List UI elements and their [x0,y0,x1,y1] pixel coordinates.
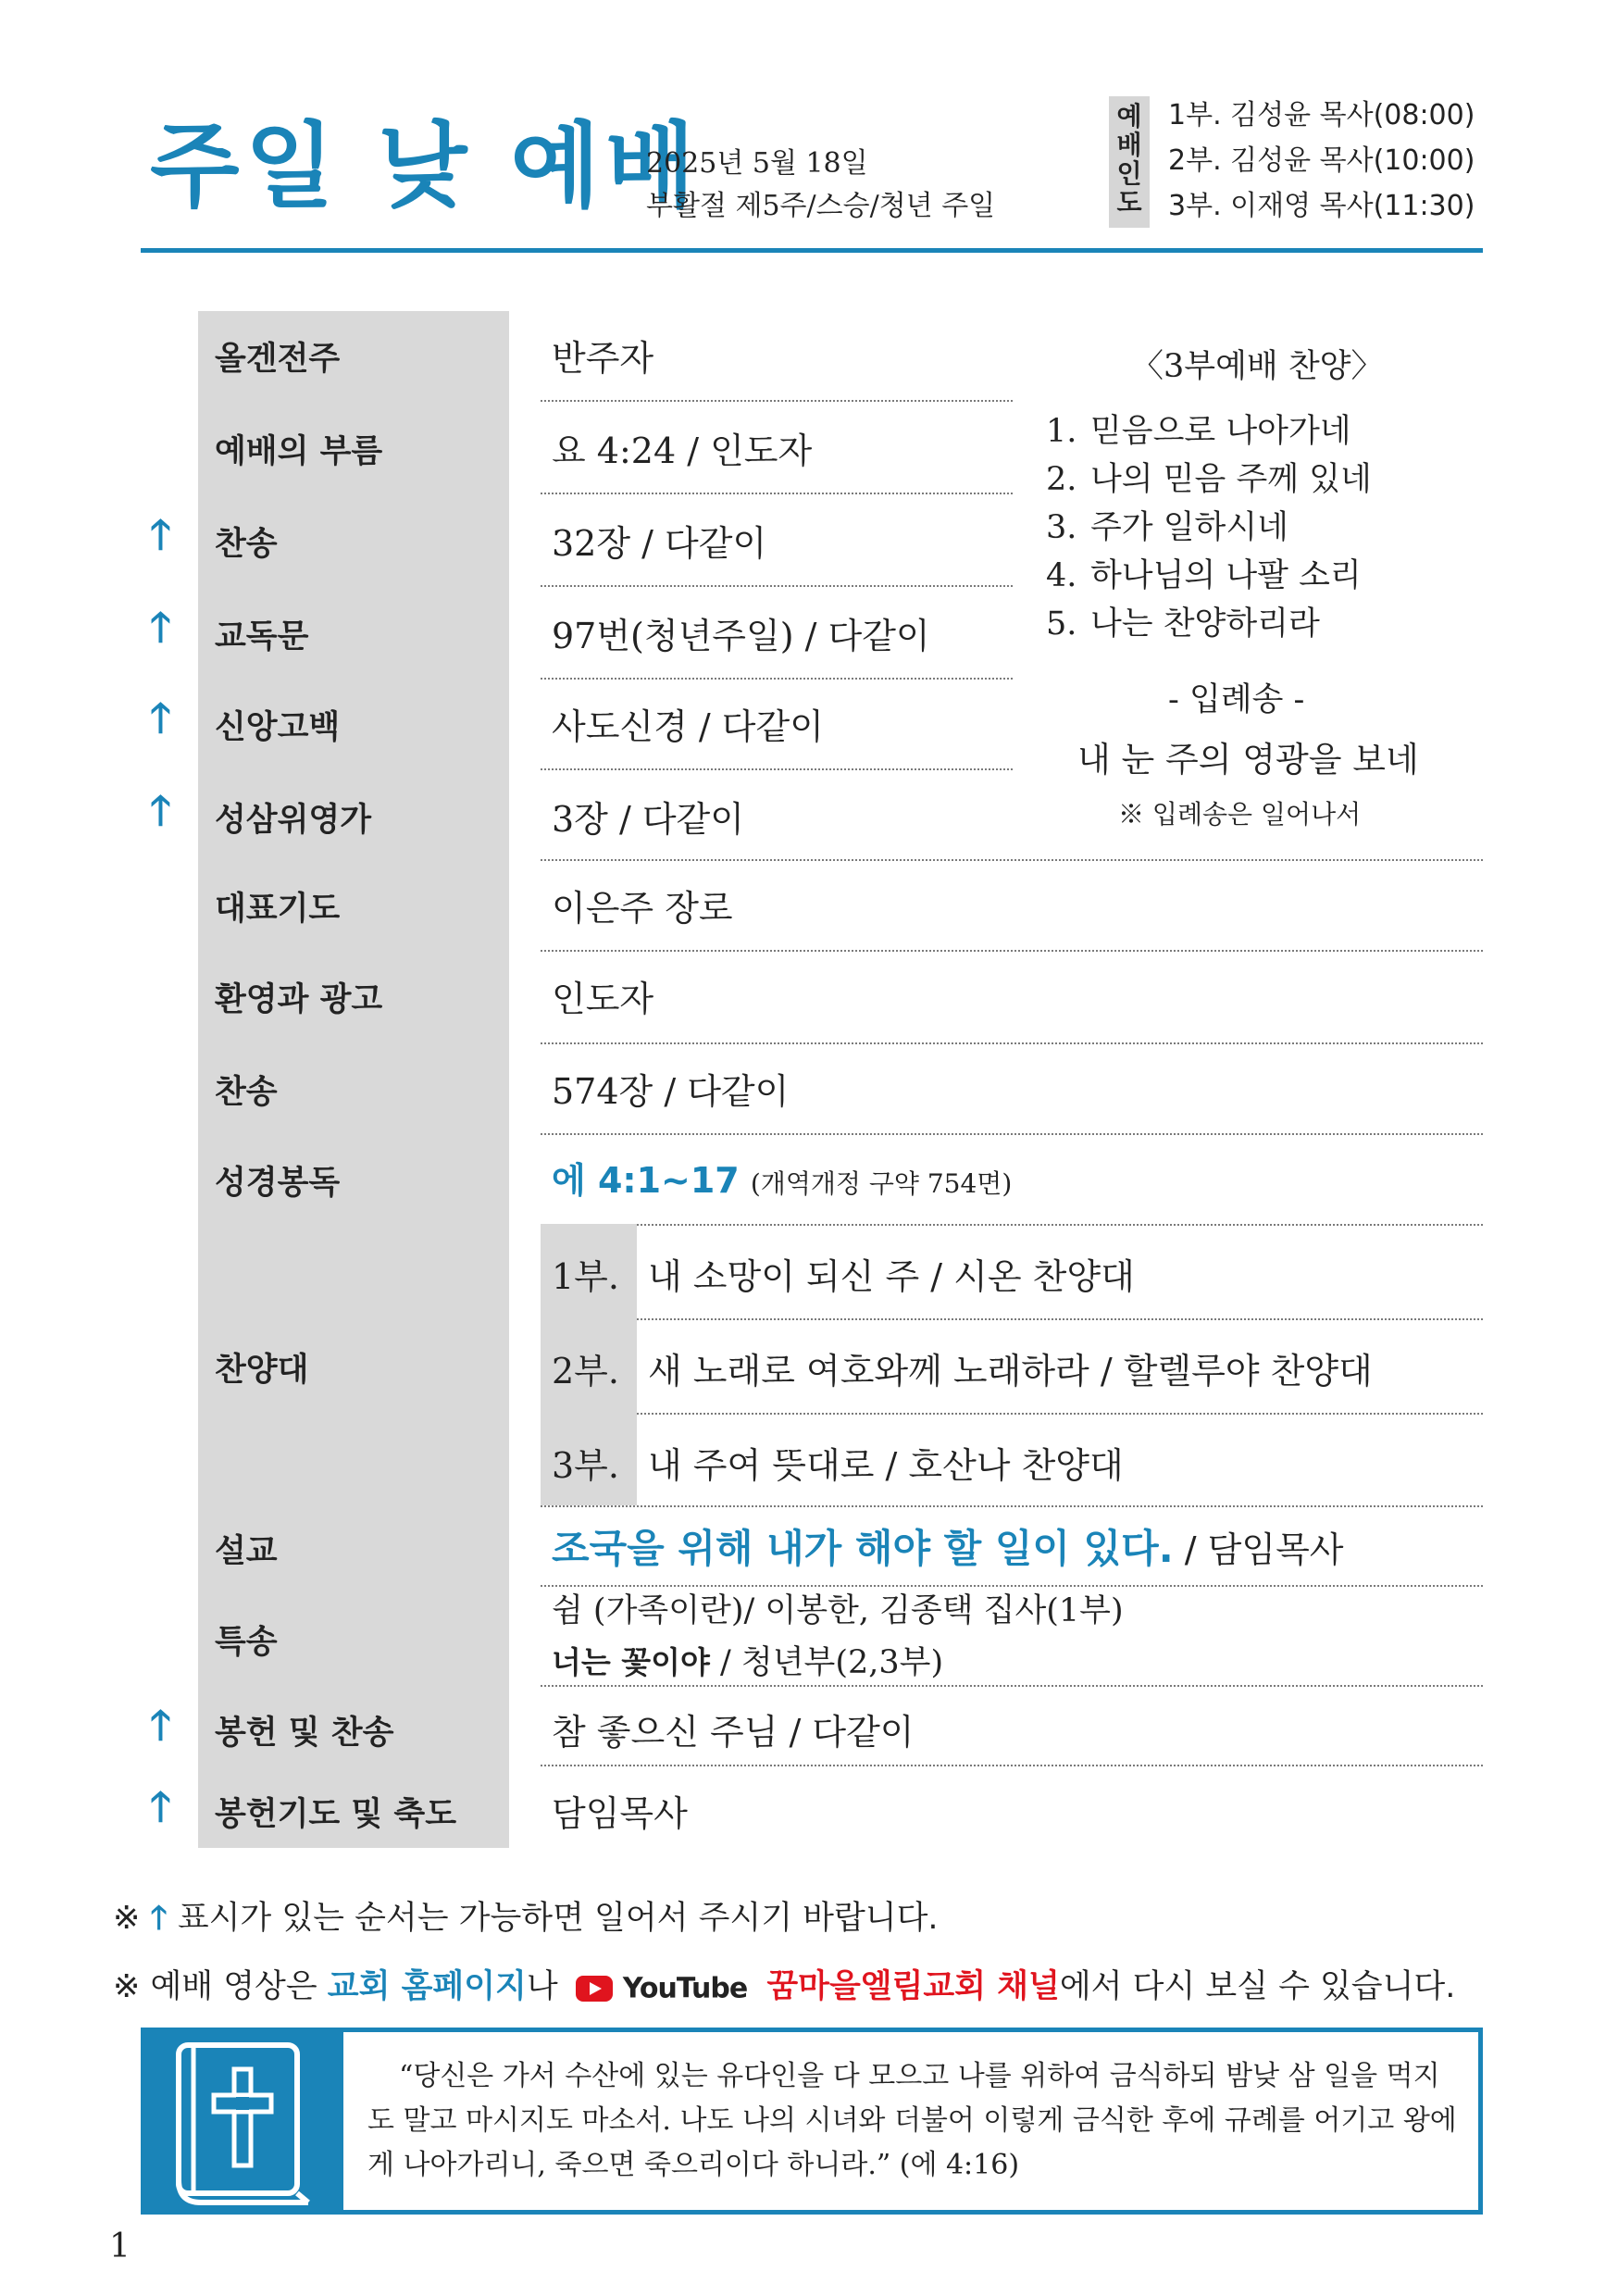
order-label: 찬송 [215,526,278,563]
header-divider [141,248,1483,253]
order-label: 찬송 [215,1074,278,1111]
order-value: 3장 / 다같이 [552,799,744,840]
service-date: 2025년 5월 18일 [646,147,868,180]
order-value: 인도자 [552,979,654,1019]
order-value: 참 좋으신 주님 / 다같이 [552,1712,915,1753]
sermon-title: 조국을 위해 내가 해야 할 일이 있다. [552,1526,1174,1571]
stand-note: ※ 🡑 표시가 있는 순서는 가능하면 일어서 주시기 바랍니다. [113,1900,939,1937]
order-value: 담임목사 [552,1793,688,1834]
sermon [552,1518,1344,1574]
row-divider [541,1765,1483,1766]
choir-song: 새 노래로 여호와께 노래하라 / 할렐루야 찬양대 [648,1351,1373,1391]
up-arrow-icon: 🡑 [150,1702,171,1749]
order-label: 설교 [215,1533,278,1570]
order-label: 예배의 부름 [215,433,383,470]
service-occasion: 부활절 제5주/스승/청년 주일 [646,190,996,222]
service-2: 2부. 김성윤 목사(10:00) [1168,144,1475,177]
order-label: 환영과 광고 [215,981,383,1018]
up-arrow-icon: 🡑 [150,787,171,834]
row-divider [541,1505,1483,1507]
up-arrow-icon: 🡑 [150,511,171,558]
special-song-performer: / 청년부(2,3부) [709,1644,944,1681]
list-item: 5. 나는 찬양하리라 [1046,605,1320,643]
page-number: 1 [109,2227,131,2265]
row-divider [541,768,1013,770]
row-divider [637,1413,1483,1415]
order-value: 이은주 장로 [552,888,733,929]
youtube-logo: YouTube [576,1969,747,2006]
list-item: 2. 나의 믿음 주께 있네 [1046,461,1372,498]
list-item: 3. 주가 일하시네 [1046,509,1288,546]
page-title: 주일 낮 예배 [150,112,701,220]
verse-icon-panel [145,2032,343,2210]
entrance-song: 내 눈 주의 영광을 보네 [1077,740,1419,780]
date-block [646,143,995,228]
choir-song: 내 주여 뜻대로 / 호산나 찬양대 [648,1445,1124,1486]
order-value: 574장 / 다같이 [552,1071,790,1112]
choir-part: 2부. [552,1351,619,1391]
youtube-channel-link[interactable]: 꿈마을엘림교회 채널 [766,1968,1060,2005]
row-divider [541,678,1013,680]
list-item: 4. 하나님의 나팔 소리 [1046,557,1362,594]
order-label: 올겐전주 [215,341,341,378]
row-divider [637,1318,1483,1320]
row-divider [541,859,1483,861]
row-divider [541,493,1013,494]
order-label: 봉헌기도 및 축도 [215,1796,457,1833]
scripture-page: (개역개정 구약 754면) [750,1168,1013,1199]
row-divider [541,1133,1483,1135]
row-divider [541,1224,1483,1226]
order-label: 봉헌 및 찬송 [215,1715,394,1752]
service-1: 1부. 김성윤 목사(08:00) [1168,99,1475,131]
service-3: 3부. 이재영 목사(11:30) [1168,190,1475,222]
order-label: 찬양대 [215,1352,309,1389]
youtube-play-icon [576,1976,613,2002]
order-label: 특송 [215,1624,278,1661]
order-label: 성삼위영가 [215,802,372,839]
video-note: ※ 예배 영상은 교회 홈페이지나 YouTube 꿈마을엘림교회 채널에서 다시 보실 수 있습니다. [113,1968,1456,2005]
order-label: 성경봉독 [215,1165,341,1202]
order-value: 사도신경 / 다같이 [552,706,824,747]
bible-cross-icon [145,2032,343,2210]
row-divider [541,585,1013,587]
order-value: 32장 / 다같이 [552,523,767,564]
order-label: 대표기도 [215,891,341,928]
choir-part: 1부. [552,1256,619,1297]
service-leader-list [1168,93,1475,229]
up-arrow-icon: 🡑 [150,694,171,742]
scripture-reference: 에 4:1~17 [552,1160,740,1201]
order-value: 97번(청년주일) / 다같이 [552,616,930,656]
song-list [1046,407,1372,648]
worship-leader-label: 예 배 인 도 [1109,96,1150,228]
verse-box [141,2028,1483,2215]
row-divider [541,950,1483,952]
row-divider [541,1685,1483,1687]
memory-verse: “당신은 가서 수산에 있는 유다인을 다 모으고 나를 위하여 금식하되 밤낮 삼 일을 먹지도 말고 마시지도 마소서. 나도 나의 시녀와 더불어 이렇게 금식한 후에 규례를 어기고 왕에게 나아가리니, 죽으면 죽으리이다 하니라.” (에 4:16) [367,2060,1457,2181]
choir-song: 내 소망이 되신 주 / 시온 찬양대 [648,1256,1135,1297]
row-divider [541,1042,1483,1044]
order-label: 교독문 [215,618,309,655]
choir-part: 3부. [552,1445,619,1486]
row-divider [541,400,1013,402]
special-song-title: 너는 꽃이야 [552,1644,710,1680]
order-value: 요 4:24 / 인도자 [552,430,813,471]
homepage-link[interactable]: 교회 홈페이지 [327,1968,527,2005]
entrance-song-note: ※ 입례송은 일어나서 [1118,799,1362,830]
up-arrow-icon: 🡑 [150,604,171,651]
up-arrow-icon: 🡑 [150,1783,171,1830]
order-value: 반주자 [552,338,654,379]
special-song-line1: 쉼 (가족이란)/ 이봉한, 김종택 집사(1부) [552,1592,1124,1629]
song-list-title: 〈3부예배 찬양〉 [1131,348,1384,385]
up-arrow-icon: 🡑 [150,1900,168,1937]
special-song-line2 [552,1637,943,1683]
order-label: 신앙고백 [215,709,341,746]
list-item: 1. 믿음으로 나아가네 [1046,413,1351,450]
scripture-reading [552,1152,1012,1203]
entrance-song-label: - 입례송 - [1168,681,1305,718]
sermon-preacher: / 담임목사 [1184,1529,1344,1570]
